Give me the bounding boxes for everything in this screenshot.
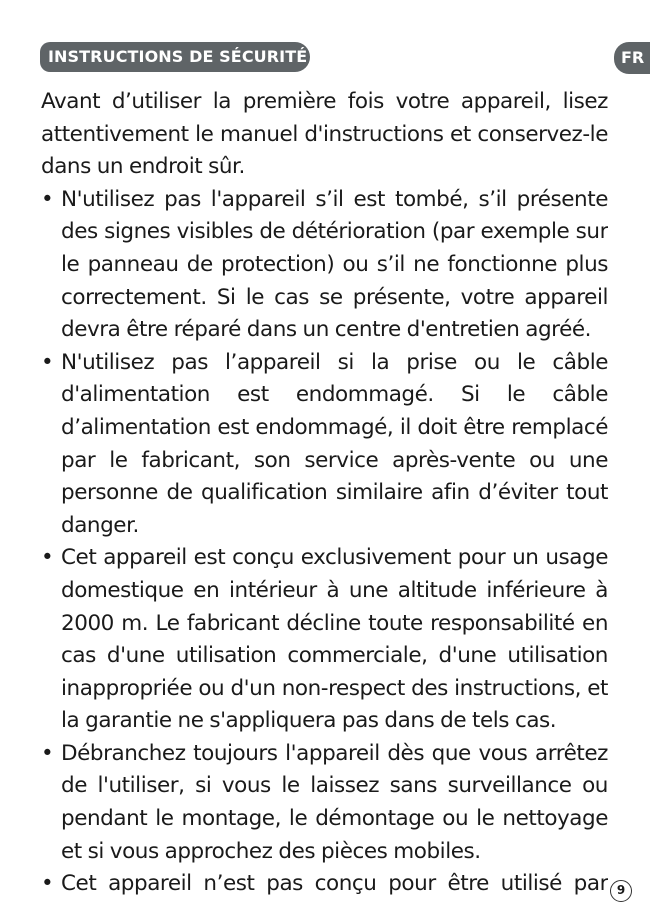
safety-instructions-list	[41, 184, 608, 901]
section-title: INSTRUCTIONS DE SÉCURITÉ	[40, 42, 310, 72]
page-number: 9	[610, 880, 632, 902]
bullet-icon: •	[41, 740, 54, 766]
bullet-icon: •	[41, 871, 54, 897]
list-item	[41, 542, 608, 738]
list-item	[41, 184, 608, 347]
list-item-text: Cet appareil est conçu exclusivement pour un usage domestique en intérieur à une altitude inférieure à 2000 m. Le fabricant décline toute responsabilité en cas d'une utilisation commerciale, d'une utilisation inappropriée ou d'un non-respect des instructions, et la garantie ne s'appliquera pas dans de tels cas.	[61, 545, 608, 734]
language-tab: FR	[614, 42, 650, 74]
list-item-text: N'utilisez pas l’appareil si la prise ou le câble d'alimentation est endommagé. Si le câble d’alimentation est endommagé, il doit être remplacé par le fabricant, son service après-vente ou une personne de qualification similaire afin d’éviter tout danger.	[61, 349, 608, 538]
page-body-clip	[41, 86, 608, 908]
list-item	[41, 347, 608, 543]
bullet-icon: •	[41, 186, 54, 212]
list-item	[41, 738, 608, 868]
list-item	[41, 868, 608, 901]
bullet-icon: •	[41, 349, 54, 375]
page-body	[41, 86, 608, 901]
list-item-text: N'utilisez pas l'appareil s’il est tombé, s’il présente des signes visibles de détérioration (par exemple sur le panneau de protection) ou s’il ne fonctionne plus correctement. Si le cas se présente, votre appareil devra être réparé dans un centre d'entretien agréé.	[61, 186, 608, 343]
bullet-icon: •	[41, 545, 54, 571]
list-item-text: Cet appareil n’est pas conçu pour être utilisé par	[61, 871, 608, 897]
list-item-text: Débranchez toujours l'appareil dès que vous arrêtez de l'utiliser, si vous le laissez sans surveillance ou pendant le montage, le démontage ou le nettoyage et si vous approchez des pièces mobiles.	[61, 740, 608, 864]
intro-paragraph: Avant d’utiliser la première fois votre appareil, lisez attentivement le manuel d'instructions et conservez-le dans un endroit sûr.	[41, 89, 608, 180]
